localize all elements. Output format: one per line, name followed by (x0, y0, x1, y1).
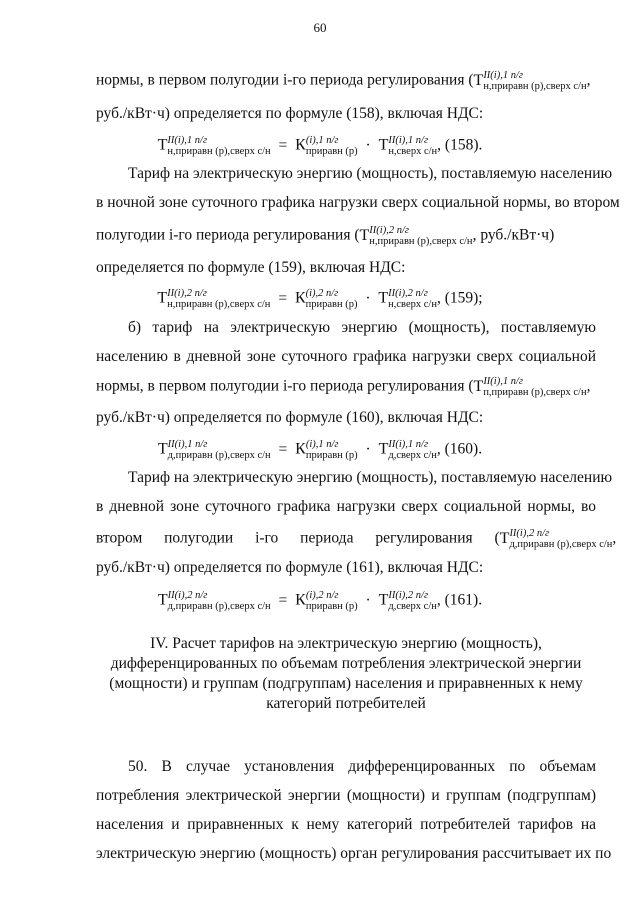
text-line: в дневной зоне суточного графика нагрузки сверх социальной нормы, во (96, 498, 596, 515)
text-line: руб./кВт·ч) определяется по формуле (161), включая НДС: (96, 559, 484, 576)
text-line: населения и приравненных к нему категорий потребителей тарифов на (96, 816, 596, 833)
text-line: электрическую энергию (мощность) орган регулирования рассчитывает их по (96, 845, 612, 862)
text-line: Тариф на электрическую энергию (мощность), поставляемую населению (128, 165, 613, 182)
text-line: руб./кВт·ч) определяется по формуле (158), включая НДС: (96, 105, 484, 122)
text-line: нормы, в первом полугодии i-го периода регулирования (Т II(i),1 п/г н,приравн (р),сверх с/н , (96, 70, 591, 92)
section-heading-line: (мощности) и группам (подгруппам) населения и приравненных к нему (109, 675, 583, 692)
formula-160: Т II(i),1 п/г д,приравн (р),сверх с/н = К (i),1 п/г приравн (р) · Т II(i),1 п/г д,сверх с/н , (160). (157, 439, 483, 461)
formula-159: Т II(i),2 п/г н,приравн (р),сверх с/н = К (i),2 п/г приравн (р) · Т II(i),2 п/г н,сверх с/н , (159); (157, 288, 483, 310)
text-line: населению в дневной зоне суточного графика нагрузки сверх социальной (96, 348, 596, 365)
text-line: втором полугодии i-го периода регулирования (Т II(i),2 п/г д,приравн (р),сверх с/н , (96, 528, 617, 550)
formula-158: Т II(i),1 п/г н,приравн (р),сверх с/н = К (i),1 п/г приравн (р) · Т II(i),1 п/г н,сверх с/н , (158). (157, 135, 483, 157)
text-line: потребления электрической энергии (мощности) и группам (подгруппам) (96, 787, 596, 804)
section-heading-line: IV. Расчет тарифов на электрическую энергию (мощность), (150, 635, 542, 652)
text-line: в ночной зоне суточного графика нагрузки сверх социальной нормы, во втором (96, 194, 620, 211)
page-number: 60 (313, 20, 327, 35)
text-line: определяется по формуле (159), включая НДС: (96, 259, 406, 276)
text-line: руб./кВт·ч) определяется по формуле (160), включая НДС: (96, 409, 484, 426)
text-line: Тариф на электрическую энергию (мощность), поставляемую населению (128, 469, 613, 486)
text-line: нормы, в первом полугодии i-го периода регулирования (Т II(i),1 п/г п,приравн (р),сверх с/н , (96, 376, 591, 398)
text-line: 50. В случае установления дифференцированных по объемам (128, 758, 596, 775)
section-heading-line: дифференцированных по объемам потребления электрической энергии (110, 655, 582, 672)
formula-161: Т II(i),2 п/г д,приравн (р),сверх с/н = К (i),2 п/г приравн (р) · Т II(i),2 п/г д,сверх с/н , (161). (157, 590, 483, 612)
section-heading-line: категорий потребителей (266, 695, 426, 712)
text-line: б) тариф на электрическую энергию (мощность), поставляемую (128, 319, 596, 336)
text-line: полугодии i-го периода регулирования (Т II(i),2 п/г н,приравн (р),сверх с/н , руб./кВт·ч) (96, 225, 555, 247)
